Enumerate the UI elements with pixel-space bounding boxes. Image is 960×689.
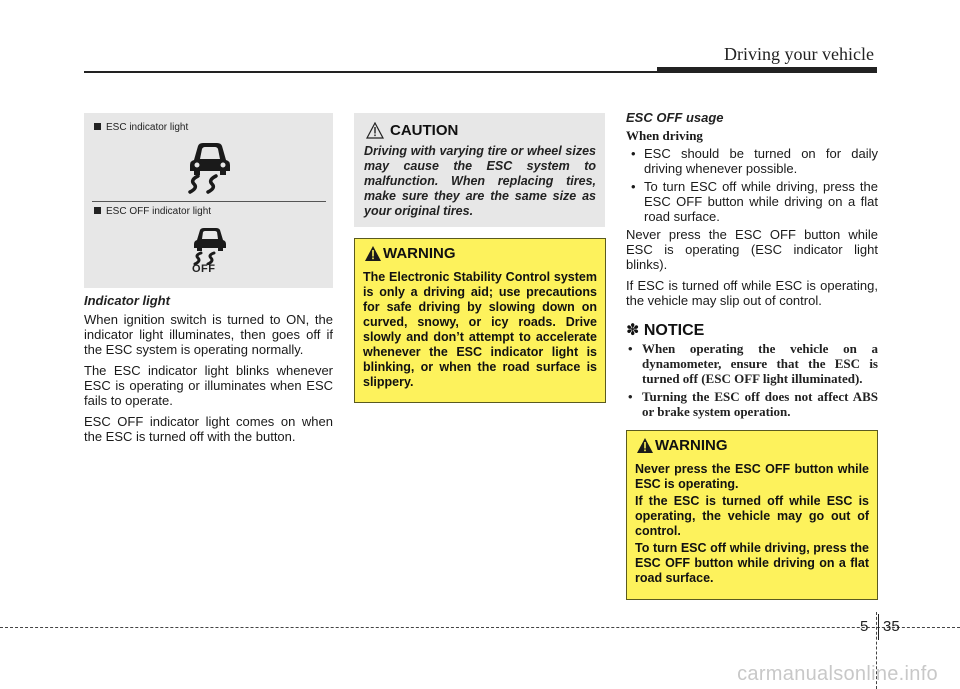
paragraph: ESC OFF indicator light comes on when the ESC is turned off with the button. (84, 414, 333, 444)
paragraph: The ESC indicator light blinks whenever ESC is operating or illuminates when ESC fails to operate. (84, 363, 333, 408)
paragraph: To turn ESC off while driving, press the ESC OFF button while driving on a flat road surface. (635, 541, 869, 585)
caution-box (354, 113, 605, 227)
list-item: • ESC should be turned on for daily driving whenever possible. (626, 146, 878, 176)
square-bullet-icon (94, 207, 101, 214)
watermark: carmanualsonline.info (737, 663, 938, 685)
esc-off-usage-heading: ESC OFF usage (626, 110, 724, 125)
notice-list (628, 341, 878, 422)
paragraph: If ESC is turned off while ESC is operating, the vehicle may slip out of control. (626, 278, 878, 308)
notice-asterisk-icon: ✽ (626, 322, 640, 339)
paragraph: If the ESC is turned off while ESC is operating, the vehicle may go out of control. (635, 494, 869, 538)
indicator-light-heading: Indicator light (84, 293, 170, 308)
panel-divider (92, 201, 326, 202)
warning-triangle-icon (364, 245, 382, 262)
paragraph: Never press the ESC OFF button while ESC is operating. (635, 462, 869, 491)
caution-triangle-icon (366, 122, 384, 139)
header-rule (84, 71, 657, 73)
when-driving-subheading: When driving (626, 128, 703, 143)
list-item: • When operating the vehicle on a dynamometer, ensure that the ESC is turned off (ESC OFF light illuminated). (628, 341, 878, 386)
notice-heading (626, 320, 704, 340)
warning-text (635, 462, 869, 588)
warning-text (363, 270, 597, 392)
caution-title: CAUTION (390, 122, 459, 139)
square-bullet-icon (94, 123, 101, 130)
paragraph: Never press the ESC OFF button while ESC is operating (ESC indicator light blinks). (626, 227, 878, 272)
warning-box-esc (354, 238, 606, 403)
esc-off-indicator-icon (190, 225, 230, 265)
notice-title: NOTICE (643, 322, 705, 339)
list-item: • Turning the ESC off does not affect ABS or brake system operation. (628, 389, 878, 419)
caution-text: Driving with varying tire or wheel sizes may cause the ESC system to malfunction. When replacing tires, make sure they are the same size as your original tires. (364, 144, 596, 218)
esc-indicator-label: ESC indicator light (94, 122, 188, 133)
warning-title: WARNING (383, 245, 456, 262)
footer-rule (0, 627, 960, 628)
esc-off-indicator-label: ESC OFF indicator light (94, 206, 211, 217)
list-item: • To turn ESC off while driving, press the ESC OFF button while driving on a flat road surface. (626, 179, 878, 224)
paragraph: The Electronic Stability Control system is only a driving aid; use precautions for safe driving by slowing down on curved, snowy, or icy roads. Drive slowly and don’t attempt to accelerate whenever the ESC indicator light is blinking, or when the road surface is slippery. (363, 270, 597, 389)
page-number-separator (878, 614, 879, 640)
warning-title: WARNING (655, 437, 728, 454)
page-header-title: Driving your vehicle (724, 44, 874, 64)
esc-off-usage-body (626, 128, 878, 314)
warning-triangle-icon (636, 437, 654, 454)
esc-indicator-icon (184, 138, 236, 194)
header-rule-thick (657, 67, 877, 73)
indicator-light-body (84, 312, 333, 450)
warning-box-esc-off (626, 430, 878, 600)
chapter-number: 5 (860, 618, 869, 635)
off-label: OFF (192, 263, 216, 275)
esc-off-bullets (626, 146, 878, 224)
paragraph: When ignition switch is turned to ON, the indicator light illuminates, then goes off if the ESC system is operating normally. (84, 312, 333, 357)
indicator-illustration-panel (84, 113, 333, 288)
page-number: 35 (883, 618, 900, 635)
